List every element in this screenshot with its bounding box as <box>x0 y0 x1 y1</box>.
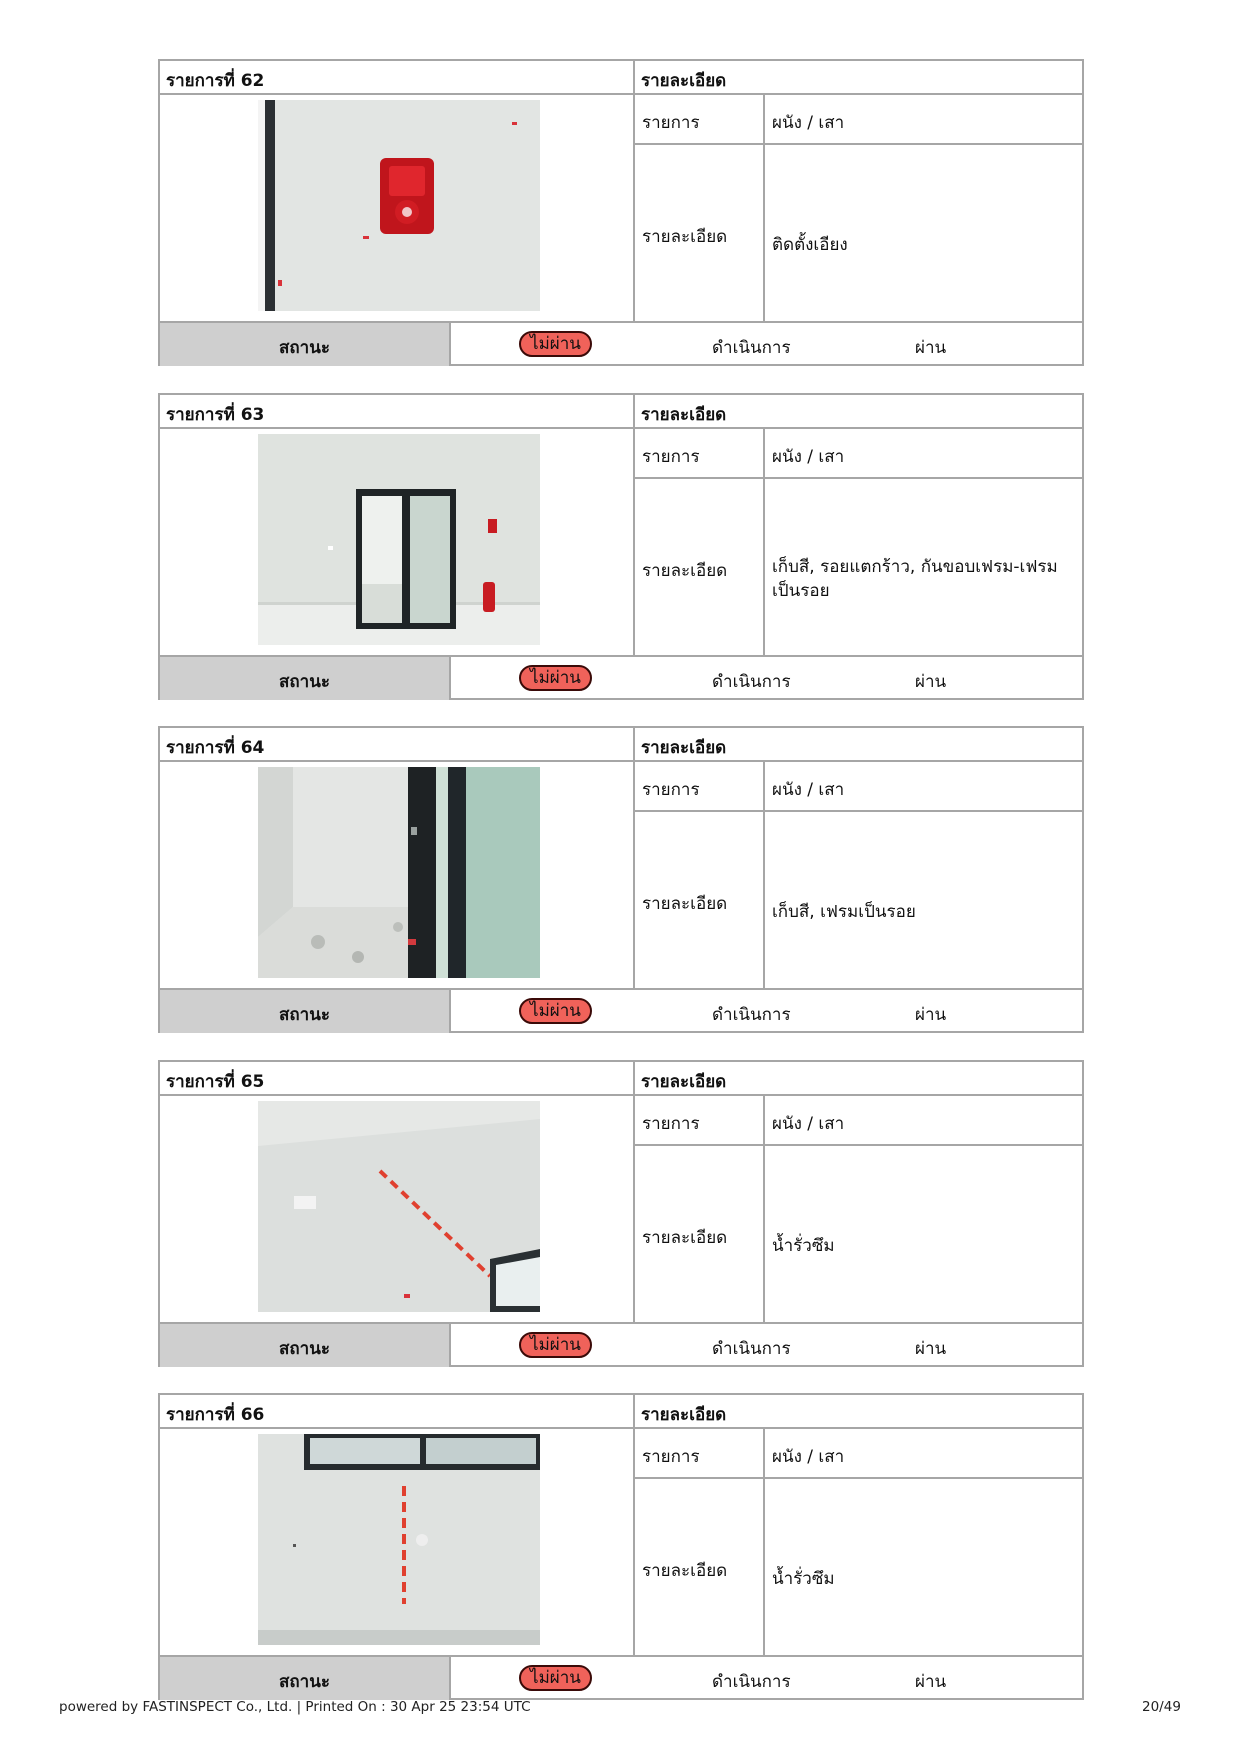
status-fail-badge[interactable]: ไม่ผ่าน <box>519 1332 592 1358</box>
inspection-photo[interactable] <box>258 434 540 645</box>
detail-label: รายละเอียด <box>642 1561 728 1581</box>
status-fail-badge[interactable]: ไม่ผ่าน <box>519 331 592 357</box>
status-label: สถานะ <box>279 672 330 692</box>
detail-label: รายละเอียด <box>642 561 728 581</box>
item-label: รายการ <box>642 1447 700 1467</box>
status-in-progress-option[interactable]: ดำเนินการ <box>712 338 791 358</box>
status-row <box>160 321 1082 366</box>
status-in-progress-option[interactable]: ดำเนินการ <box>712 1339 791 1359</box>
card-title: รายการที่ 62 <box>166 71 265 91</box>
item-value-cell <box>765 95 1084 145</box>
card-title: รายการที่ 65 <box>166 1072 265 1092</box>
detail-label-cell <box>635 1479 765 1655</box>
footer-credit: powered by FASTINSPECT Co., Ltd. | Printed On : 30 Apr 25 23:54 UTC <box>59 1699 531 1715</box>
status-label-cell <box>160 1324 451 1367</box>
detail-value: น้ำรั่วซึม <box>772 1569 835 1589</box>
status-pass-option[interactable]: ผ่าน <box>915 1005 947 1025</box>
item-label: รายการ <box>642 1114 700 1134</box>
inspection-card-62 <box>158 59 1084 366</box>
card-title-cell <box>160 61 635 95</box>
card-title-cell <box>160 395 635 429</box>
status-label: สถานะ <box>279 338 330 358</box>
status-label-cell <box>160 990 451 1033</box>
card-title: รายการที่ 66 <box>166 1405 265 1425</box>
status-fail-badge[interactable]: ไม่ผ่าน <box>519 1665 592 1691</box>
photo-cell <box>160 1096 635 1322</box>
photo-cell <box>160 95 635 321</box>
item-value: ผนัง / เสา <box>772 780 845 800</box>
detail-header-cell <box>635 728 1084 762</box>
photo-cell <box>160 762 635 988</box>
card-title-cell <box>160 1395 635 1429</box>
item-value-cell <box>765 1096 1084 1146</box>
status-row <box>160 988 1082 1033</box>
detail-value-cell <box>765 812 1084 988</box>
item-value: ผนัง / เสา <box>772 113 845 133</box>
detail-label: รายละเอียด <box>642 1228 728 1248</box>
detail-value-cell <box>765 479 1084 655</box>
status-pass-option[interactable]: ผ่าน <box>915 1339 947 1359</box>
detail-header: รายละเอียด <box>641 738 727 758</box>
status-label-cell <box>160 1657 451 1700</box>
inspection-photo[interactable] <box>258 100 540 311</box>
item-value-cell <box>765 762 1084 812</box>
detail-value-cell <box>765 1479 1084 1655</box>
card-title: รายการที่ 64 <box>166 738 265 758</box>
status-row <box>160 1655 1082 1700</box>
detail-value: เก็บสี, เฟรมเป็นรอย <box>772 902 916 922</box>
status-row <box>160 655 1082 700</box>
status-label: สถานะ <box>279 1672 330 1692</box>
inspection-card-63 <box>158 393 1084 700</box>
detail-header-cell <box>635 61 1084 95</box>
status-pass-option[interactable]: ผ่าน <box>915 1672 947 1692</box>
card-title-cell <box>160 728 635 762</box>
photo-cell <box>160 1429 635 1655</box>
item-label-cell <box>635 1096 765 1146</box>
inspection-photo[interactable] <box>258 1434 540 1645</box>
status-label: สถานะ <box>279 1339 330 1359</box>
status-pass-option[interactable]: ผ่าน <box>915 672 947 692</box>
item-value-cell <box>765 1429 1084 1479</box>
inspection-card-65 <box>158 1060 1084 1367</box>
status-in-progress-option[interactable]: ดำเนินการ <box>712 1005 791 1025</box>
item-label-cell <box>635 762 765 812</box>
card-title-cell <box>160 1062 635 1096</box>
item-label: รายการ <box>642 447 700 467</box>
detail-header-cell <box>635 395 1084 429</box>
detail-label-cell <box>635 812 765 988</box>
item-value: ผนัง / เสา <box>772 1447 845 1467</box>
detail-label: รายละเอียด <box>642 227 728 247</box>
photo-cell <box>160 429 635 655</box>
detail-header: รายละเอียด <box>641 1072 727 1092</box>
detail-value: เก็บสี, รอยแตกร้าว, กันขอบเฟรม-เฟรมเป็นรอย <box>772 557 1058 601</box>
detail-header: รายละเอียด <box>641 405 727 425</box>
item-value-cell <box>765 429 1084 479</box>
inspection-photo[interactable] <box>258 1101 540 1312</box>
item-label-cell <box>635 95 765 145</box>
inspection-photo[interactable] <box>258 767 540 978</box>
item-value: ผนัง / เสา <box>772 447 845 467</box>
detail-label: รายละเอียด <box>642 894 728 914</box>
inspection-card-66 <box>158 1393 1084 1700</box>
detail-header-cell <box>635 1395 1084 1429</box>
detail-value-cell <box>765 1146 1084 1322</box>
status-label: สถานะ <box>279 1005 330 1025</box>
item-label: รายการ <box>642 113 700 133</box>
detail-header: รายละเอียด <box>641 71 727 91</box>
item-value: ผนัง / เสา <box>772 1114 845 1134</box>
detail-value: ติดตั้งเอียง <box>772 235 848 255</box>
detail-label-cell <box>635 479 765 655</box>
detail-value-cell <box>765 145 1084 321</box>
page-number: 20/49 <box>1142 1699 1181 1715</box>
item-label-cell <box>635 1429 765 1479</box>
detail-label-cell <box>635 1146 765 1322</box>
item-label: รายการ <box>642 780 700 800</box>
detail-label-cell <box>635 145 765 321</box>
status-in-progress-option[interactable]: ดำเนินการ <box>712 1672 791 1692</box>
detail-header-cell <box>635 1062 1084 1096</box>
status-row <box>160 1322 1082 1367</box>
status-in-progress-option[interactable]: ดำเนินการ <box>712 672 791 692</box>
detail-header: รายละเอียด <box>641 1405 727 1425</box>
item-label-cell <box>635 429 765 479</box>
card-title: รายการที่ 63 <box>166 405 265 425</box>
status-fail-badge[interactable]: ไม่ผ่าน <box>519 665 592 691</box>
status-pass-option[interactable]: ผ่าน <box>915 338 947 358</box>
detail-value: น้ำรั่วซึม <box>772 1236 835 1256</box>
inspection-card-64 <box>158 726 1084 1033</box>
status-label-cell <box>160 657 451 700</box>
status-label-cell <box>160 323 451 366</box>
status-fail-badge[interactable]: ไม่ผ่าน <box>519 998 592 1024</box>
